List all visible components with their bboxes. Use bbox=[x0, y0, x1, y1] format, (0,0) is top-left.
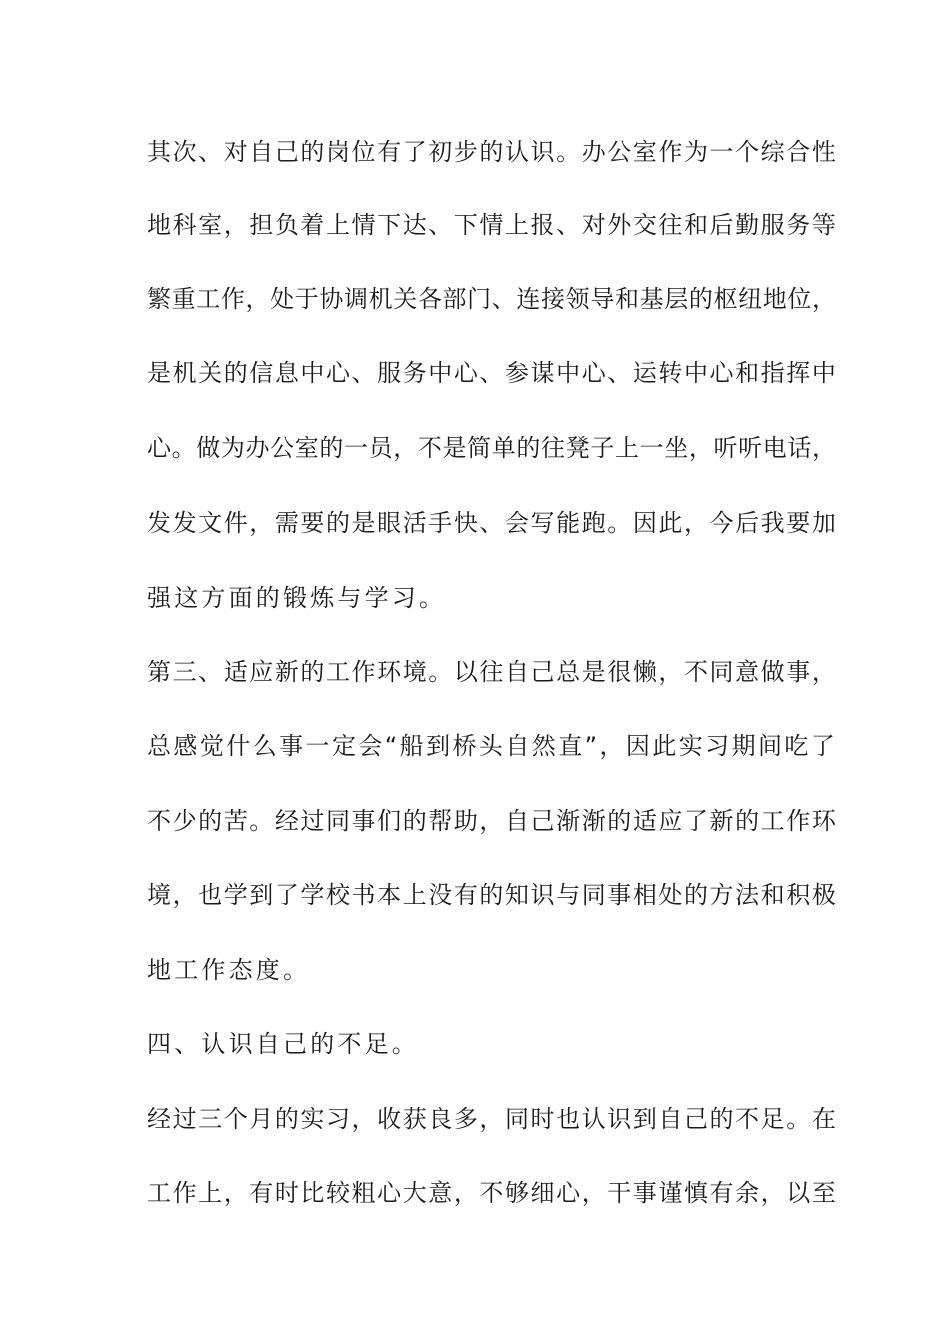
text-line: 不少的苦。经过同事们的帮助，自己渐渐的适应了新的工作环 bbox=[147, 807, 838, 835]
text-line: 其次、对自己的岗位有了初步的认识。办公室作为一个综合性 bbox=[147, 138, 838, 166]
text-line: 是机关的信息中心、服务中心、参谋中心、运转中心和指挥中 bbox=[147, 359, 838, 387]
text-line: 发发文件，需要的是眼活手快、会写能跑。因此，今后我要加 bbox=[147, 509, 838, 537]
text-line: 第三、适应新的工作环境。以往自己总是很懒，不同意做事， bbox=[147, 658, 838, 686]
text-line: 工作上，有时比较粗心大意，不够细心，干事谨慎有余，以至 bbox=[147, 1179, 838, 1207]
text-line: 境，也学到了学校书本上没有的知识与同事相处的方法和积极 bbox=[147, 881, 838, 909]
text-line: 总感觉什么事一定会“船到桥头自然直”，因此实习期间吃了 bbox=[147, 732, 838, 760]
text-line: 心。做为办公室的一员，不是简单的往凳子上一坐，听听电话， bbox=[147, 434, 837, 462]
text-line: 经过三个月的实习，收获良多，同时也认识到自己的不足。在 bbox=[147, 1105, 838, 1133]
text-line: 繁重工作，处于协调机关各部门、连接领导和基层的枢纽地位， bbox=[147, 285, 837, 313]
text-line: 地科室，担负着上情下达、下情上报、对外交往和后勤服务等 bbox=[147, 211, 838, 239]
text-line: 强这方面的锻炼与学习。 bbox=[147, 584, 447, 612]
text-line: 地工作态度。 bbox=[147, 956, 311, 984]
text-line: 四、认识自己的不足。 bbox=[147, 1030, 419, 1058]
